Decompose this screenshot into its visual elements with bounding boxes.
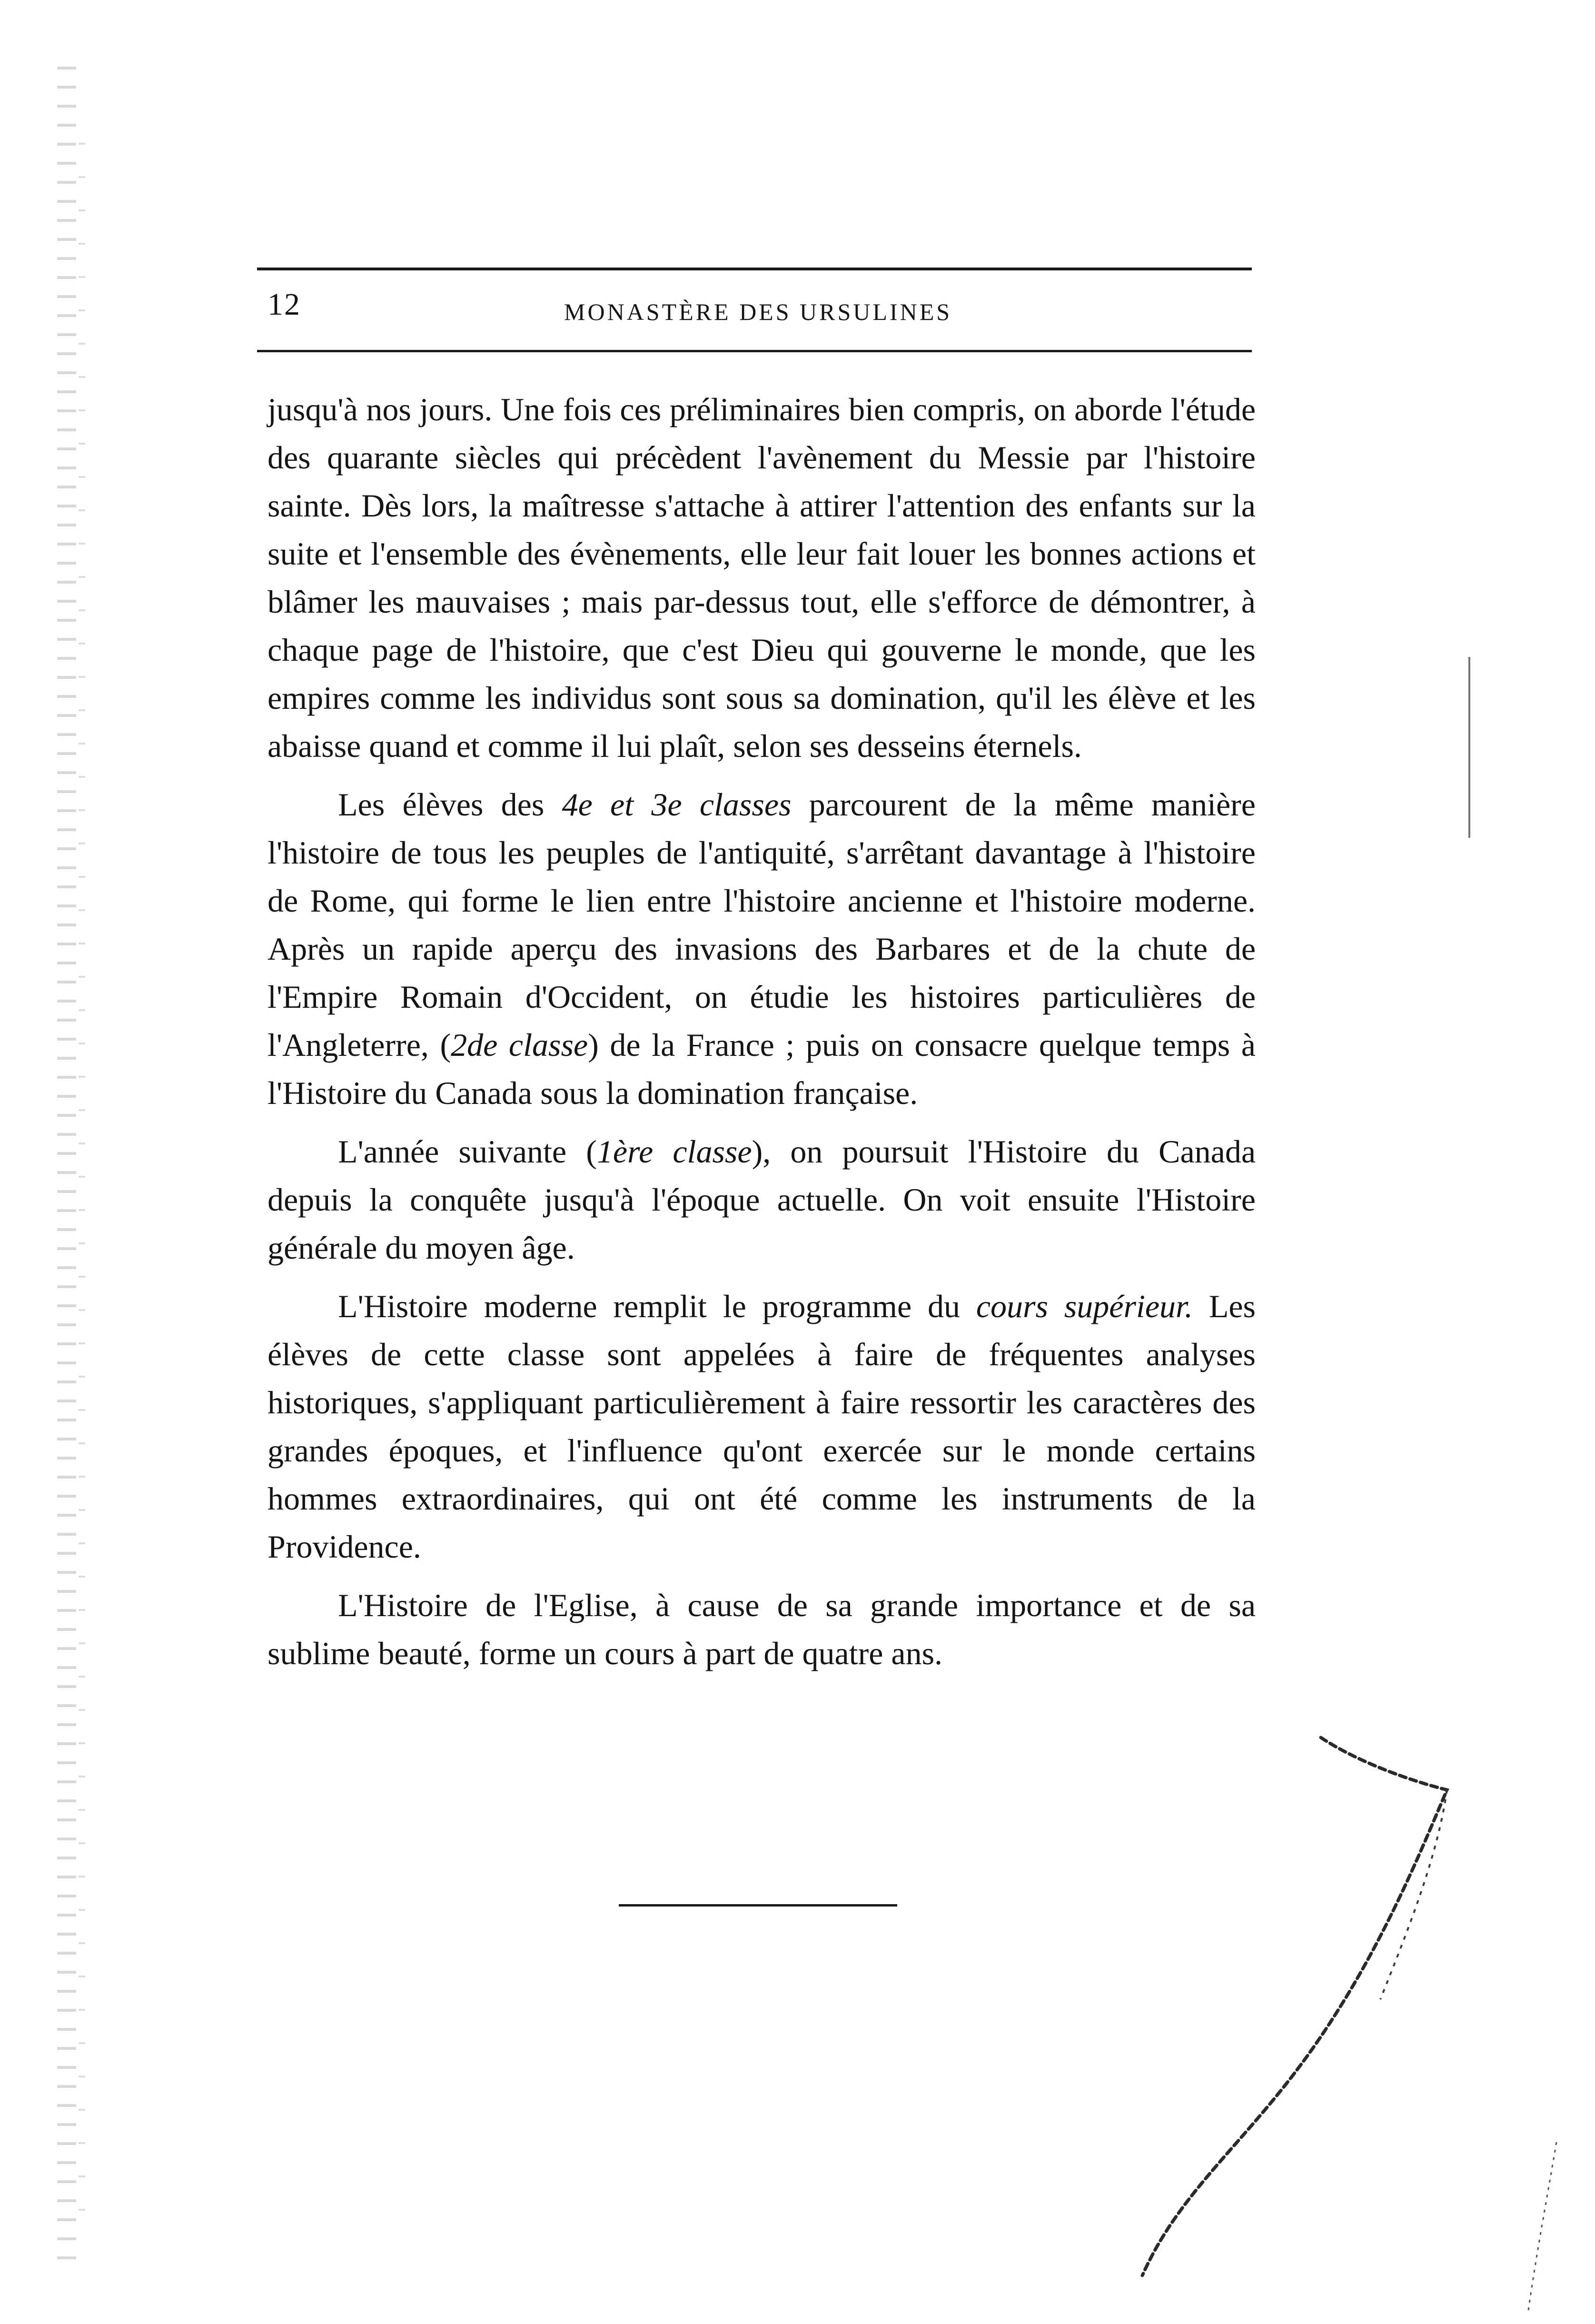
page-number: 12 — [267, 287, 301, 322]
binding-edge-specks — [57, 67, 76, 2266]
paragraph-2-italic-a: 4e et 3e classes — [562, 786, 792, 823]
paragraph-4 — [267, 1282, 1256, 1571]
corner-fold-line — [1528, 2142, 1556, 2314]
paragraph-2-text-c: ) de la France ; puis on consacre quelque temps à l'Histoire du Canada sous la domination française. — [267, 1027, 1256, 1111]
header-bottom-rule — [257, 350, 1252, 352]
closing-rule — [619, 1904, 897, 1907]
paragraph-2-italic-b: 2de classe — [451, 1027, 588, 1063]
paragraph-2-text-a: Les élèves des — [338, 786, 562, 823]
paragraph-3-text-b: ), on poursuit l'Histoire du Canada depuis la conquête jusqu'à l'époque actuelle. On voit ensuite l'Histoire générale du moyen âge. — [267, 1133, 1256, 1266]
paragraph-4-italic: cours supérieur. — [976, 1288, 1193, 1324]
running-title: MONASTÈRE DES URSULINES — [564, 298, 952, 325]
thread-curve — [1142, 1738, 1447, 2275]
thread-strand — [1380, 1790, 1447, 1999]
binding-edge-specks-inner — [79, 143, 85, 2237]
paragraph-3-italic: 1ère classe — [596, 1133, 752, 1170]
paragraph-5: L'Histoire de l'Eglise, à cause de sa grande importance et de sa sublime beauté, forme un cours à part de quatre ans. — [267, 1587, 1256, 1671]
paragraph-4-text-a: L'Histoire moderne remplit le programme du — [338, 1288, 976, 1324]
body-text — [267, 386, 1256, 1678]
paragraph-3-text-a: L'année suivante ( — [338, 1133, 597, 1170]
paragraph-1: jusqu'à nos jours. Une fois ces préliminaires bien compris, on aborde l'étude des quarante siècles qui précèdent l'avènement du Messie par l'histoire sainte. Dès lors, la maîtresse s'attache à attirer l'attention des enfants sur la suite et l'ensemble des évènements, elle leur fait louer les bonnes actions et blâmer les mauvaises ; mais par-dessus tout, elle s'efforce de démontrer, à chaque page de l'histoire, que c'est Dieu qui gouverne le monde, que les empires comme les individus sont sous sa domination, qu'il les élève et les abaisse quand et comme il lui plaît, selon ses desseins éternels. — [267, 391, 1256, 764]
paragraph-4-text-b: Les élèves de cette classe sont appelées à faire de fréquentes analyses historiques, s'appliquant particulièrement à faire ressortir les caractères des grandes époques, et l'influence qu'ont exercée sur le monde certains hommes extraordinaires, qui ont été comme les instruments de la Providence. — [267, 1288, 1256, 1565]
right-margin-mark — [1468, 657, 1474, 838]
header-top-rule — [257, 268, 1252, 270]
paragraph-2 — [267, 781, 1256, 1117]
paragraph-2-text-b: parcourent de la même manière l'histoire de tous les peuples de l'antiquité, s'arrêtant davantage à l'histoire de Rome, qui forme le lien entre l'histoire ancienne et l'histoire moderne. Après un rapide aperçu des invasions des Barbares et de la chute de l'Empire Romain d'Occident, on étudie les histoires particulières de l'Angleterre, ( — [267, 786, 1256, 1063]
paragraph-3 — [267, 1128, 1256, 1272]
